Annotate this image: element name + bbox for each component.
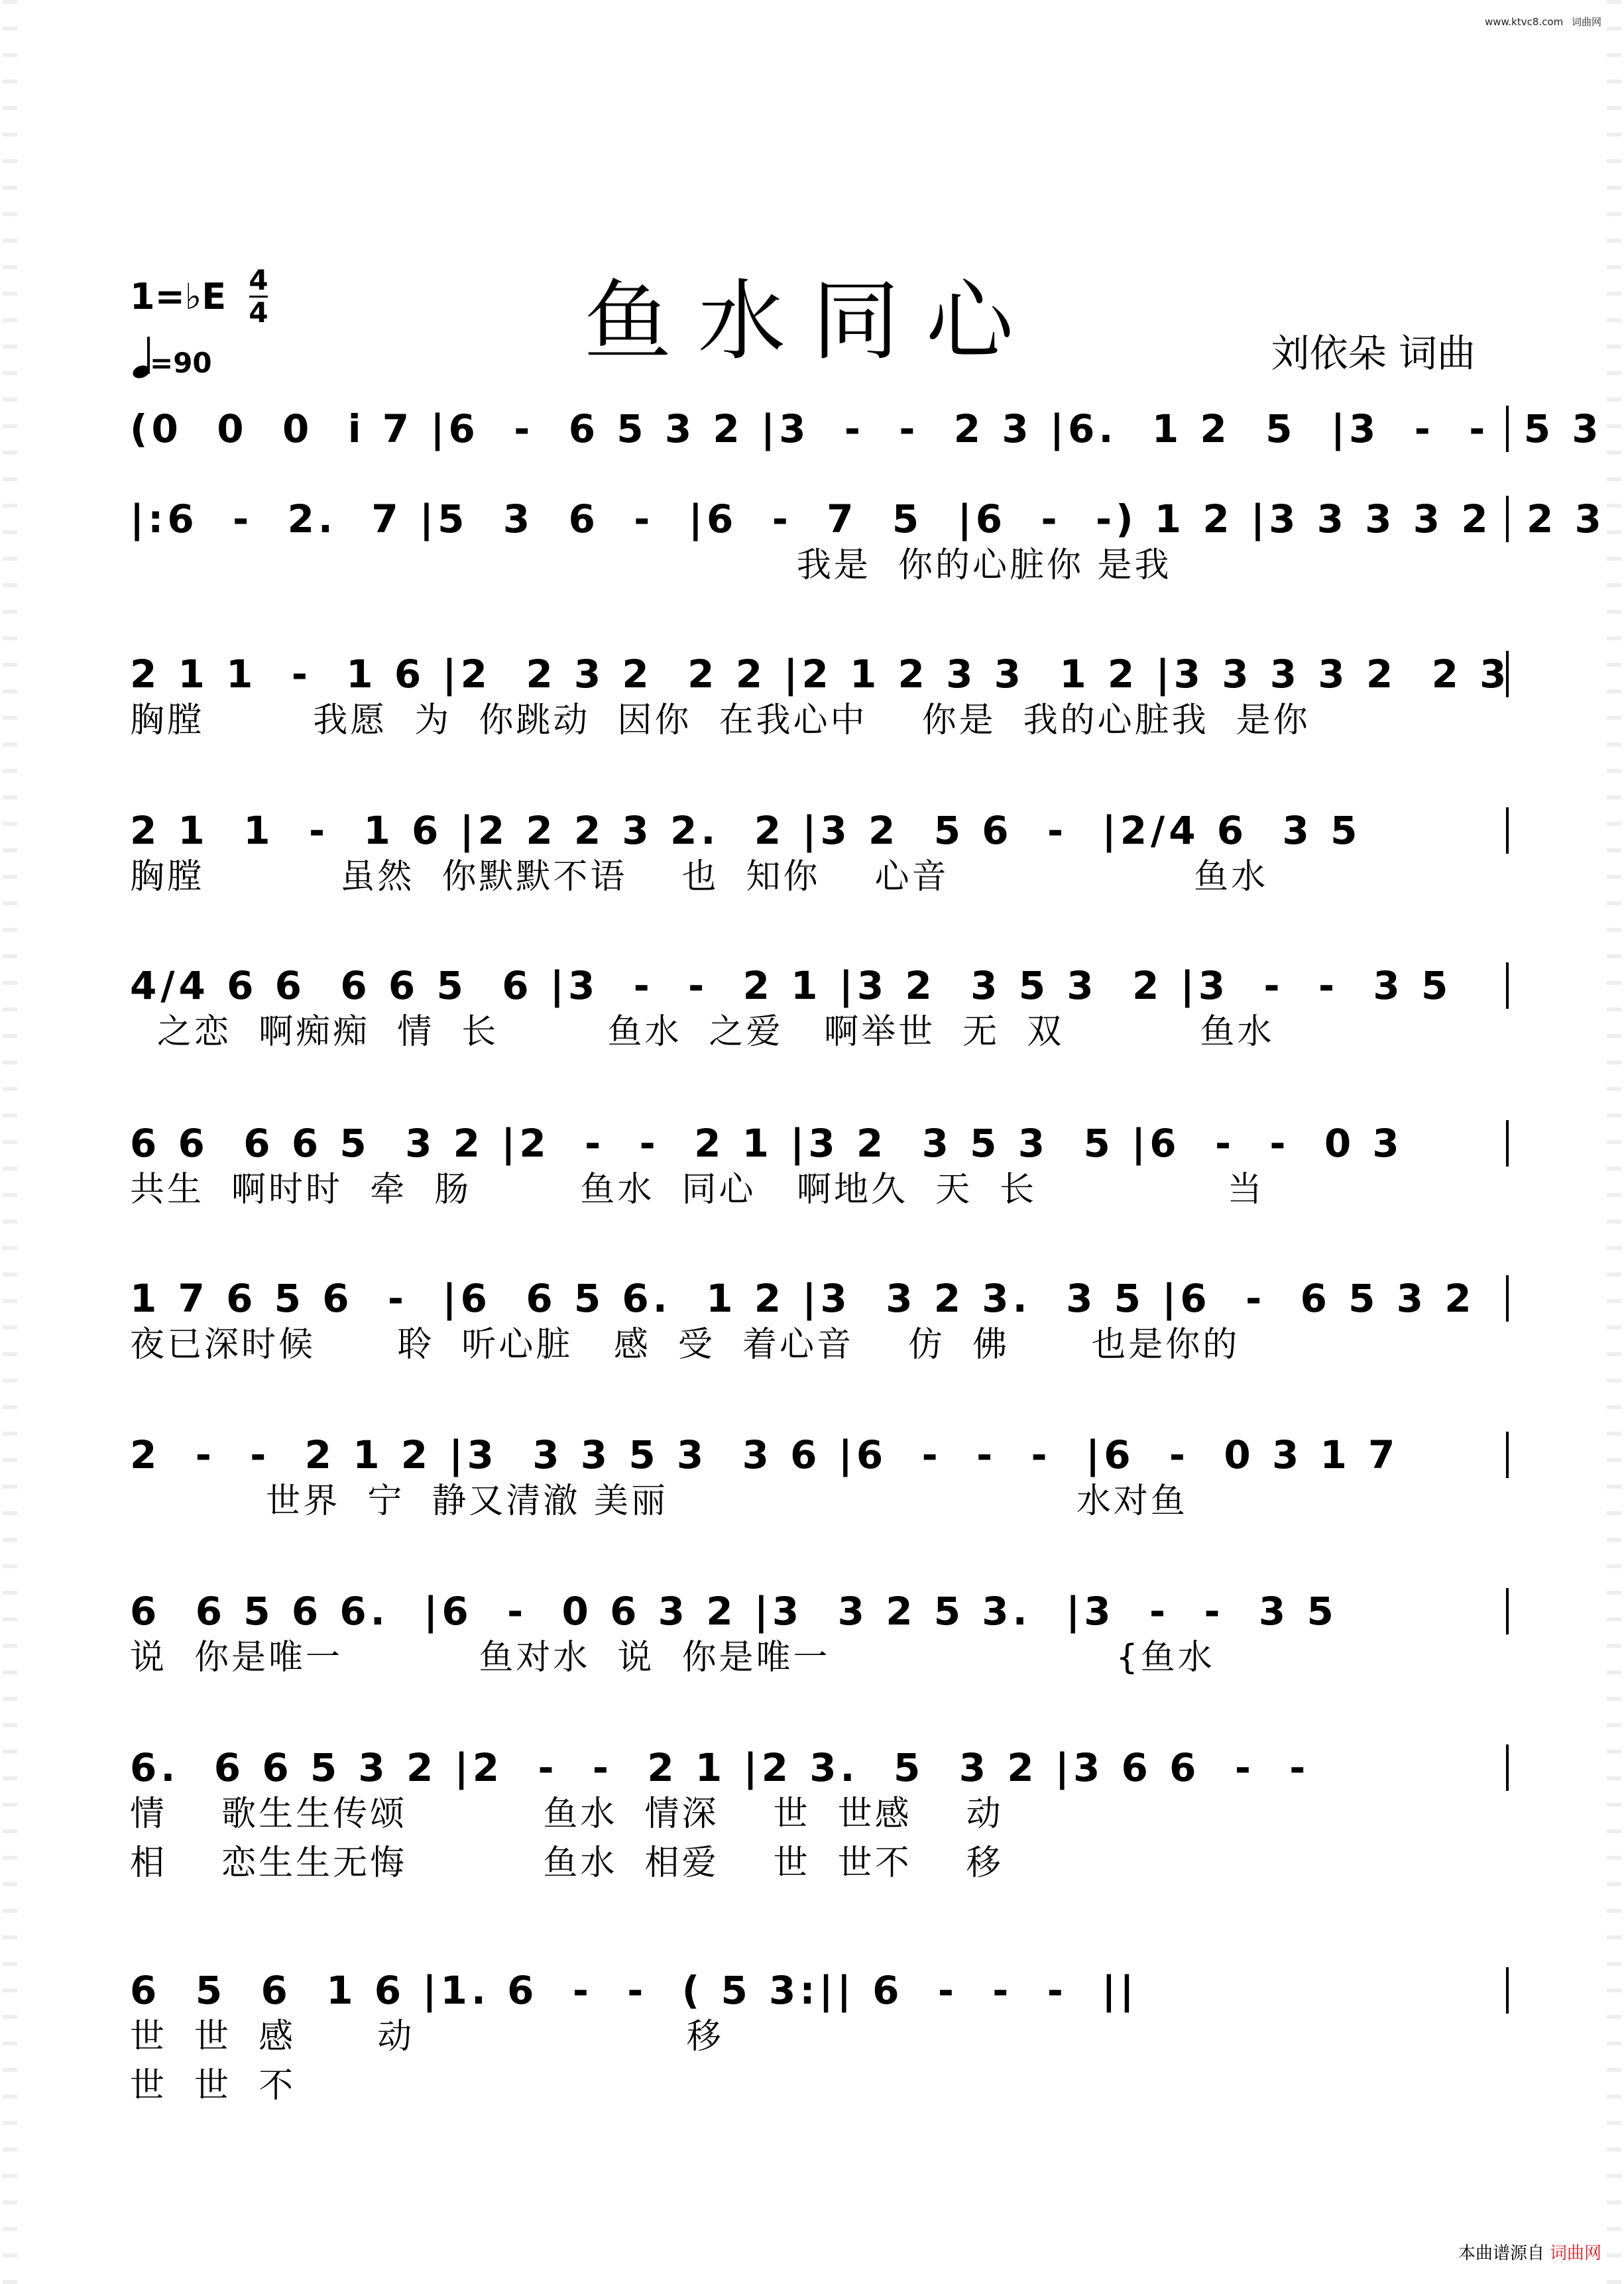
score-row	[130, 1588, 1509, 1681]
score-row	[130, 1120, 1509, 1213]
notation-line: |:6 - 2. 7 |5 3 6 - |6 - 7 5 |6 - -) 1 2 |3 3 3 3 2 2 3	[130, 496, 1605, 542]
notation-line: 6 5 6 1 6 |1. 6 - - ( 5 3:|| 6 - - - ||	[130, 1967, 1509, 2014]
score-row	[130, 1967, 1509, 2109]
lyric-line: 共生 啊时时 牵 肠 鱼水 同心 啊地久 天 长 当	[130, 1170, 1265, 1210]
lyric-line: 胸膛 虽然 你默默不语 也 知你 心音 鱼水	[130, 857, 1269, 897]
lyric-line: 世界 宁 静又清澈 美丽 水对鱼	[130, 1481, 1188, 1521]
key-signature	[130, 264, 268, 329]
quarter-note-icon	[130, 338, 150, 378]
page-header	[1485, 15, 1601, 29]
notation-line: 2 - - 2 1 2 |3 3 3 5 3 3 6 |6 - - - |6 - 0 3 1 7	[130, 1432, 1509, 1478]
page-footer	[1458, 2240, 1601, 2264]
notation-line: 6 6 5 6 6. |6 - 0 6 3 2 |3 3 2 5 3. |3 - - 3 5	[130, 1588, 1509, 1634]
score-row	[130, 962, 1509, 1055]
notation-line: 2 1 1 - 1 6 |2 2 2 3 2. 2 |3 2 5 6 - |2/4 6 3 5	[130, 807, 1509, 854]
lyric-line: 胸膛 我愿 为 你跳动 因你 在我心中 你是 我的心脏我 是你	[130, 701, 1310, 740]
lyric-line: 情 歌生生传颂 鱼水 情深 世 世感 动	[130, 1794, 1004, 1834]
footer-source: 本曲谱源自	[1458, 2244, 1544, 2263]
notation-line: 4/4 6 6 6 6 5 6 |3 - - 2 1 |3 2 3 5 3 2 |3 - - 3 5	[130, 962, 1509, 1009]
tempo-marking	[130, 338, 212, 379]
lyric-line: 夜已深时候 聆 听心脏 感 受 着心音 仿 佛 也是你的	[130, 1325, 1240, 1365]
lyric-line: 我是 你的心脏你 是我	[130, 545, 1172, 585]
notation-line: 6 6 6 6 5 3 2 |2 - - 2 1 |3 2 3 5 3 5 |6 - - 0 3	[130, 1120, 1509, 1167]
header-url: www.ktvc8.com	[1484, 16, 1564, 28]
song-title: 鱼水同心	[584, 270, 1040, 373]
lyric-line: 世 世 不	[130, 2066, 296, 2106]
score-row	[130, 1744, 1509, 1886]
score-row	[130, 1275, 1509, 1368]
key-text: 1=♭E	[130, 276, 227, 317]
lyric-line: 说 你是唯一 鱼对水 说 你是唯一 {鱼水	[130, 1638, 1215, 1678]
score-row	[130, 651, 1509, 744]
lyric-line: 之恋 啊痴痴 情 长 鱼水 之爱 啊举世 无 双 鱼水	[130, 1012, 1275, 1052]
footer-site: 词曲网	[1549, 2244, 1601, 2263]
header-site: 词曲网	[1571, 16, 1601, 28]
lyric-line: 世 世 感 动 移	[130, 2017, 724, 2057]
time-signature	[248, 265, 269, 328]
score-row	[130, 406, 1603, 452]
time-signature-bottom: 4	[249, 296, 268, 329]
composer-credit: 刘依朵 词曲	[1271, 331, 1476, 376]
notation-line: 2 1 1 - 1 6 |2 2 3 2 2 2 |2 1 2 3 3 1 2 |3 3 3 3 2 2 3	[130, 652, 1511, 697]
score-row	[130, 1432, 1509, 1524]
lyric-line: 相 恋生生无悔 鱼水 相爱 世 世不 移	[130, 1843, 1004, 1883]
score-row	[130, 807, 1509, 900]
score-row	[130, 496, 1605, 589]
notation-line: (0 0 0 i 7 |6 - 6 5 3 2 |3 - - 2 3 |6. 1 2 5 |3 - - 5 3	[130, 406, 1603, 451]
notation-line: 1 7 6 5 6 - |6 6 5 6. 1 2 |3 3 2 3. 3 5 |6 - 6 5 3 2	[130, 1275, 1509, 1322]
notation-line: 6. 6 6 5 3 2 |2 - - 2 1 |2 3. 5 3 2 |3 6 6 - -	[130, 1744, 1509, 1791]
tempo-value: =90	[150, 347, 212, 379]
time-signature-top: 4	[249, 264, 268, 296]
